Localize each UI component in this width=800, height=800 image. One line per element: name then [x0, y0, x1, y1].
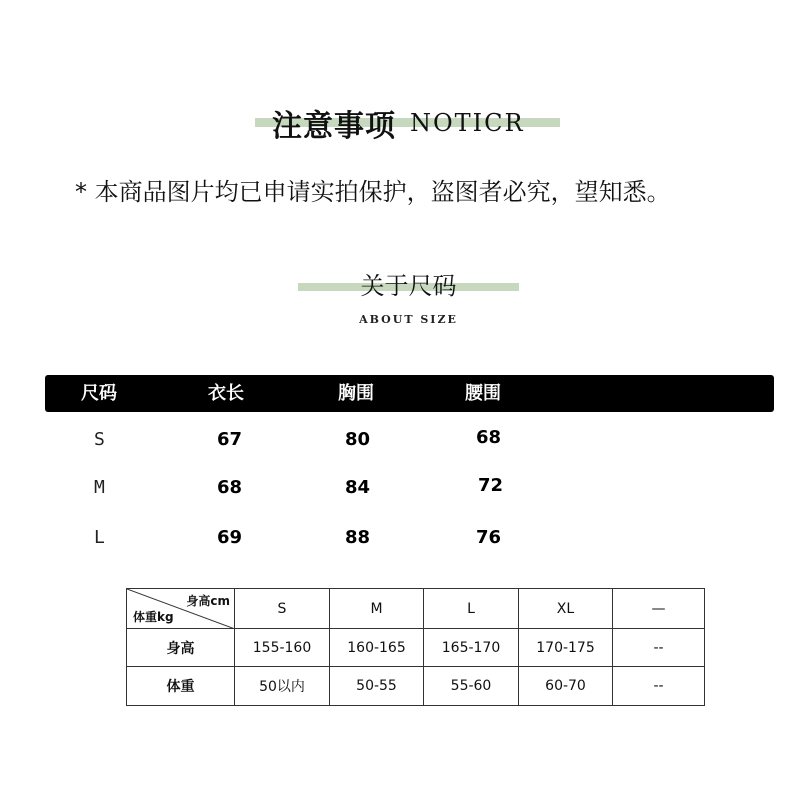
table-cell: 160-165 [330, 629, 424, 667]
row-length: 69 [217, 527, 243, 548]
row-chest: 80 [345, 429, 371, 450]
corner-top-label: 身高cm [186, 594, 230, 608]
about-title-en: ABOUT SIZE [359, 313, 458, 326]
table-row [0, 523, 800, 553]
corner-bottom-label: 体重kg [133, 610, 174, 624]
row-chest: 84 [345, 477, 371, 498]
size-table-header [45, 375, 774, 412]
table-cell: 165-170 [424, 629, 519, 667]
row-length: 67 [217, 429, 243, 450]
row-chest: 88 [345, 527, 371, 548]
column-header: L [424, 589, 519, 629]
row-waist: 68 [476, 427, 502, 448]
row-waist: 76 [476, 527, 502, 548]
notice-heading [272, 103, 525, 143]
header-length: 衣长 [208, 383, 244, 404]
height-weight-table [126, 588, 705, 706]
row-label: 体重 [127, 667, 235, 706]
table-cell: 55-60 [424, 667, 519, 706]
row-label: 身高 [127, 629, 235, 667]
row-length: 68 [217, 477, 243, 498]
table-row [127, 667, 705, 706]
column-header: M [330, 589, 424, 629]
row-size: S [94, 429, 105, 450]
notice-text: * 本商品图片均已申请实拍保护，盗图者必究，望知悉。 [75, 178, 671, 206]
table-row [0, 425, 800, 455]
row-waist: 72 [478, 475, 504, 496]
table-cell: -- [613, 667, 705, 706]
header-waist: 腰围 [465, 383, 501, 404]
header-size: 尺码 [81, 383, 117, 404]
about-title-cn: 关于尺码 [360, 272, 457, 300]
table-cell: 60-70 [519, 667, 613, 706]
column-header: — [613, 589, 705, 629]
table-cell: 50以内 [235, 667, 330, 706]
table-row [127, 629, 705, 667]
column-header: XL [519, 589, 613, 629]
header-chest: 胸围 [338, 383, 374, 404]
corner-cell [127, 589, 235, 629]
table-row [0, 473, 800, 503]
table-row [127, 589, 705, 629]
table-cell: 155-160 [235, 629, 330, 667]
row-size: M [94, 477, 105, 498]
column-header: S [235, 589, 330, 629]
table-cell: -- [613, 629, 705, 667]
notice-title-cn: 注意事项 [272, 109, 396, 144]
table-cell: 170-175 [519, 629, 613, 667]
notice-title-en: NOTICR [410, 109, 525, 137]
table-cell: 50-55 [330, 667, 424, 706]
row-size: L [94, 527, 105, 548]
